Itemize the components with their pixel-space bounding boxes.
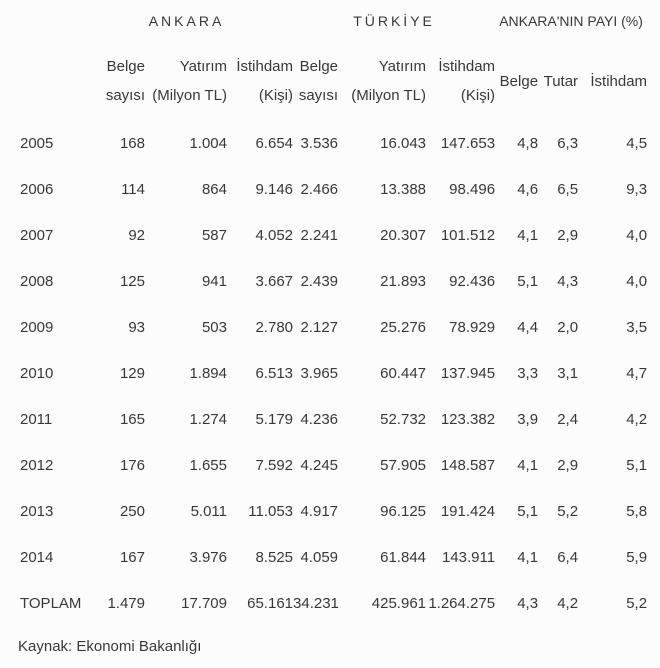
data-cell: 143.911 xyxy=(441,548,496,566)
data-cell: 4.052 xyxy=(255,226,294,244)
data-cell: 4,2 xyxy=(557,594,579,612)
data-cell: 4,6 xyxy=(517,180,539,198)
col-header-ankara-istihdam xyxy=(227,42,293,120)
data-cell: 250 xyxy=(119,502,145,520)
data-cell: 4,0 xyxy=(626,272,648,290)
data-cell: 9.146 xyxy=(255,180,294,198)
data-cell: 2.241 xyxy=(300,226,339,244)
col-header-ankara-yatirim xyxy=(145,42,227,120)
table-row xyxy=(0,304,647,350)
column-header-row xyxy=(0,42,647,120)
data-cell: 5,8 xyxy=(626,502,648,520)
data-cell: 5.011 xyxy=(190,502,227,520)
data-cell: 65.161 xyxy=(247,594,294,612)
source-note: Kaynak: Ekonomi Bakanlığı xyxy=(18,638,202,655)
data-cell: 3,9 xyxy=(517,410,539,428)
data-cell: 4,1 xyxy=(517,456,539,474)
data-cell: 21.893 xyxy=(380,272,427,290)
header-line2: (Milyon TL) xyxy=(351,87,427,104)
table-row xyxy=(0,488,647,534)
row-label: 2009 xyxy=(20,318,54,336)
row-label: 2005 xyxy=(20,134,54,152)
data-cell: 3.536 xyxy=(300,134,339,152)
data-cell: 4.059 xyxy=(300,548,339,566)
data-cell: 3.667 xyxy=(255,272,294,290)
col-header-payi-belge xyxy=(495,42,538,120)
table-body xyxy=(0,120,647,626)
data-cell: 3.965 xyxy=(300,364,339,382)
data-cell: 1.894 xyxy=(189,364,227,382)
data-cell: 101.512 xyxy=(440,226,496,244)
data-cell: 5,1 xyxy=(517,272,539,290)
header-line2: (Milyon TL) xyxy=(152,87,227,104)
data-cell: 5,1 xyxy=(626,456,648,474)
data-cell: 191.424 xyxy=(440,502,496,520)
group-title-turkiye: TÜRKİYE xyxy=(353,13,435,29)
data-cell: 1.479 xyxy=(107,594,145,612)
col-header-turkiye-yatirim xyxy=(338,42,426,120)
data-cell: 503 xyxy=(201,318,227,336)
header-line2: sayısı xyxy=(298,87,339,104)
data-cell: 8.525 xyxy=(255,548,294,566)
data-cell: 5.179 xyxy=(255,410,294,428)
data-cell: 5,2 xyxy=(557,502,579,520)
table-row xyxy=(0,534,647,580)
group-title-ankara-payi: ANKARA'NIN PAYI (%) xyxy=(499,13,643,29)
data-cell: 9,3 xyxy=(626,180,648,198)
data-cell: 4,1 xyxy=(517,226,539,244)
group-title-ankara: ANKARA xyxy=(148,13,225,29)
data-cell: 2,9 xyxy=(557,226,579,244)
data-cell: 92 xyxy=(128,226,145,244)
data-cell: 125 xyxy=(119,272,145,290)
data-cell: 25.276 xyxy=(380,318,427,336)
header-line2: sayısı xyxy=(105,87,145,104)
data-cell: 129 xyxy=(119,364,145,382)
data-cell: 4,4 xyxy=(517,318,539,336)
table-row xyxy=(0,166,647,212)
data-cell: 16.043 xyxy=(380,134,427,152)
data-cell: 13.388 xyxy=(380,180,427,198)
data-cell: 4.917 xyxy=(300,502,339,520)
data-cell: 61.844 xyxy=(380,548,427,566)
data-cell: 176 xyxy=(119,456,145,474)
data-cell: 78.929 xyxy=(449,318,496,336)
data-cell: 6.654 xyxy=(255,134,294,152)
data-cell: 587 xyxy=(201,226,227,244)
data-cell: 4,7 xyxy=(626,364,648,382)
data-cell: 6,3 xyxy=(557,134,579,152)
empty-corner-cell xyxy=(0,0,80,42)
col-header-payi-tutar xyxy=(538,42,578,120)
data-cell: 167 xyxy=(119,548,145,566)
header-line1: İstihdam xyxy=(438,58,496,75)
data-cell: 17.709 xyxy=(181,594,227,612)
row-label: 2008 xyxy=(20,272,54,290)
data-cell: 137.945 xyxy=(440,364,496,382)
col-header-ankara-belge xyxy=(80,42,145,120)
row-label: 2011 xyxy=(20,410,53,428)
data-cell: 4.236 xyxy=(300,410,339,428)
header-label: Belge xyxy=(499,72,539,90)
data-cell: 5,9 xyxy=(626,548,648,566)
row-label: 2013 xyxy=(20,502,54,520)
table-row xyxy=(0,396,647,442)
data-cell: 57.905 xyxy=(380,456,427,474)
row-label: 2007 xyxy=(20,226,54,244)
data-cell: 165 xyxy=(119,410,145,428)
data-cell: 96.125 xyxy=(380,502,427,520)
data-cell: 11.053 xyxy=(248,502,294,520)
data-cell: 123.382 xyxy=(440,410,496,428)
data-cell: 2.439 xyxy=(300,272,339,290)
group-header-row xyxy=(0,0,647,42)
data-cell: 4,1 xyxy=(517,548,539,566)
data-cell: 2,4 xyxy=(557,410,579,428)
data-cell: 98.496 xyxy=(449,180,496,198)
data-cell: 4,2 xyxy=(626,410,648,428)
data-cell: 7.592 xyxy=(255,456,294,474)
data-cell: 1.004 xyxy=(189,134,227,152)
data-cell: 3,3 xyxy=(517,364,539,382)
row-label: TOPLAM xyxy=(20,594,82,612)
data-cell: 2,0 xyxy=(557,318,579,336)
header-line2: (Kişi) xyxy=(460,87,496,104)
table-row xyxy=(0,442,647,488)
header-label: İstihdam xyxy=(590,72,648,90)
data-cell: 2.466 xyxy=(300,180,339,198)
data-cell: 425.961 xyxy=(371,594,427,612)
data-cell: 2.780 xyxy=(255,318,294,336)
header-line1: Yatırım xyxy=(179,58,227,75)
data-cell: 6,5 xyxy=(557,180,579,198)
data-cell: 4.245 xyxy=(300,456,339,474)
data-cell: 3,5 xyxy=(626,318,648,336)
header-line1: Yatırım xyxy=(378,58,427,75)
header-line1: İstihdam xyxy=(236,58,294,75)
table-row xyxy=(0,580,647,626)
data-cell: 3.976 xyxy=(189,548,227,566)
data-cell: 20.307 xyxy=(380,226,427,244)
data-cell: 114 xyxy=(121,180,145,198)
table-row xyxy=(0,258,647,304)
data-cell: 5,2 xyxy=(626,594,648,612)
header-line1: Belge xyxy=(106,58,145,75)
col-header-turkiye-belge xyxy=(293,42,338,120)
data-cell: 148.587 xyxy=(440,456,496,474)
data-cell: 52.732 xyxy=(380,410,427,428)
table-row xyxy=(0,212,647,258)
data-cell: 1.655 xyxy=(189,456,227,474)
data-cell: 2,9 xyxy=(557,456,579,474)
data-cell: 4,0 xyxy=(626,226,648,244)
row-label: 2010 xyxy=(20,364,54,382)
data-cell: 5,1 xyxy=(517,502,539,520)
data-cell: 4,8 xyxy=(517,134,539,152)
data-cell: 60.447 xyxy=(380,364,427,382)
data-cell: 147.653 xyxy=(440,134,496,152)
data-cell: 2.127 xyxy=(300,318,339,336)
data-cell: 92.436 xyxy=(449,272,496,290)
data-cell: 6,4 xyxy=(557,548,579,566)
data-cell: 1.274 xyxy=(189,410,227,428)
data-cell: 941 xyxy=(201,272,227,290)
table-row xyxy=(0,350,647,396)
data-cell: 34.231 xyxy=(293,594,339,612)
data-cell: 4,3 xyxy=(557,272,579,290)
table-row xyxy=(0,120,647,166)
data-cell: 4,3 xyxy=(517,594,539,612)
data-cell: 6.513 xyxy=(255,364,294,382)
data-cell: 864 xyxy=(201,180,227,198)
data-cell: 93 xyxy=(128,318,145,336)
row-label: 2014 xyxy=(20,548,54,566)
row-label: 2006 xyxy=(20,180,54,198)
row-label: 2012 xyxy=(20,456,54,474)
header-line2: (Kişi) xyxy=(258,87,294,104)
col-header-turkiye-istihdam xyxy=(426,42,495,120)
empty-header-cell xyxy=(0,42,80,120)
data-cell: 4,5 xyxy=(626,134,648,152)
header-label: Tutar xyxy=(543,72,579,90)
data-cell: 168 xyxy=(119,134,145,152)
col-header-payi-istihdam xyxy=(578,42,647,120)
header-line1: Belge xyxy=(299,58,339,75)
data-cell: 1.264.275 xyxy=(428,594,496,612)
data-cell: 3,1 xyxy=(557,364,579,382)
